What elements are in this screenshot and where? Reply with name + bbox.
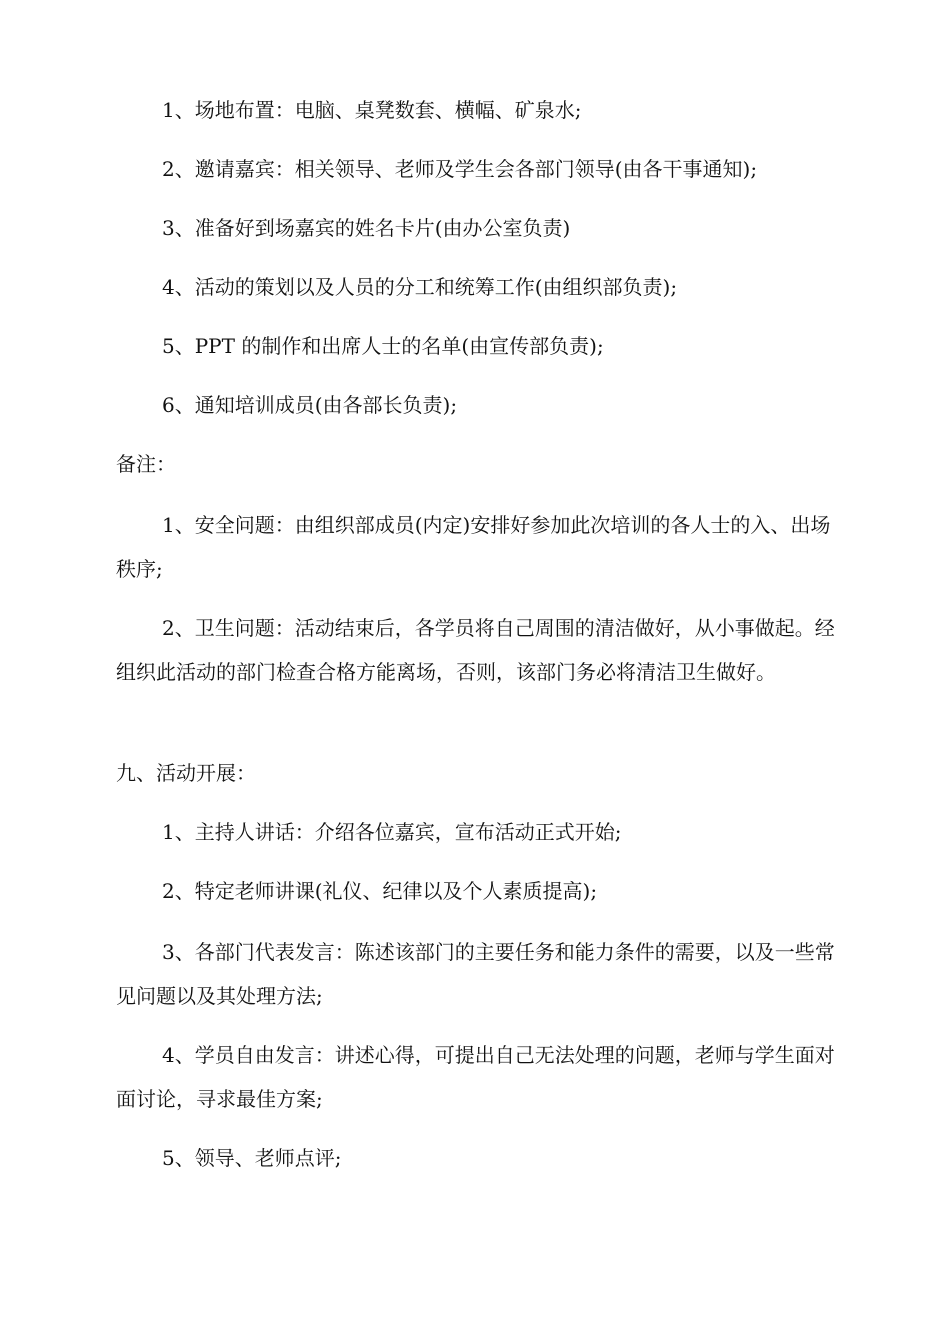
paragraph-venue-setup: 1、场地布置：电脑、桌凳数套、横幅、矿泉水; <box>162 98 582 122</box>
paragraph-invite-guests: 2、邀请嘉宾：相关领导、老师及学生会各部门领导(由各干事通知); <box>162 157 758 181</box>
paragraph-host-speech: 1、主持人讲话：介绍各位嘉宾，宣布活动正式开始; <box>162 820 622 844</box>
heading-remarks: 备注： <box>116 452 176 476</box>
paragraph-department-reps: 3、各部门代表发言：陈述该部门的主要任务和能力条件的需要，以及一些常见问题以及其处理方法; <box>116 940 835 1008</box>
paragraph-name-cards: 3、准备好到场嘉宾的姓名卡片(由办公室负责) <box>162 216 571 240</box>
paragraph-notify-trainees: 6、通知培训成员(由各部长负责); <box>162 393 458 417</box>
paragraph-hygiene: 2、卫生问题：活动结束后，各学员将自己周围的清洁做好，从小事做起。经组织此活动的部门检查合格方能离场，否则，该部门务必将清洁卫生做好。 <box>116 616 835 684</box>
heading-activity-section: 九、活动开展： <box>116 761 256 785</box>
paragraph-free-speech: 4、学员自由发言：讲述心得，可提出自己无法处理的问题，老师与学生面对面讨论，寻求最佳方案; <box>116 1043 835 1111</box>
paragraph-safety: 1、安全问题：由组织部成员(内定)安排好参加此次培训的各人士的入、出场秩序; <box>116 513 831 581</box>
paragraph-review: 5、领导、老师点评; <box>162 1146 342 1170</box>
paragraph-planning: 4、活动的策划以及人员的分工和统筹工作(由组织部负责); <box>162 275 678 299</box>
paragraph-teacher-lecture: 2、特定老师讲课(礼仪、纪律以及个人素质提高); <box>162 879 598 903</box>
paragraph-ppt: 5、PPT 的制作和出席人士的名单(由宣传部负责); <box>162 334 604 358</box>
